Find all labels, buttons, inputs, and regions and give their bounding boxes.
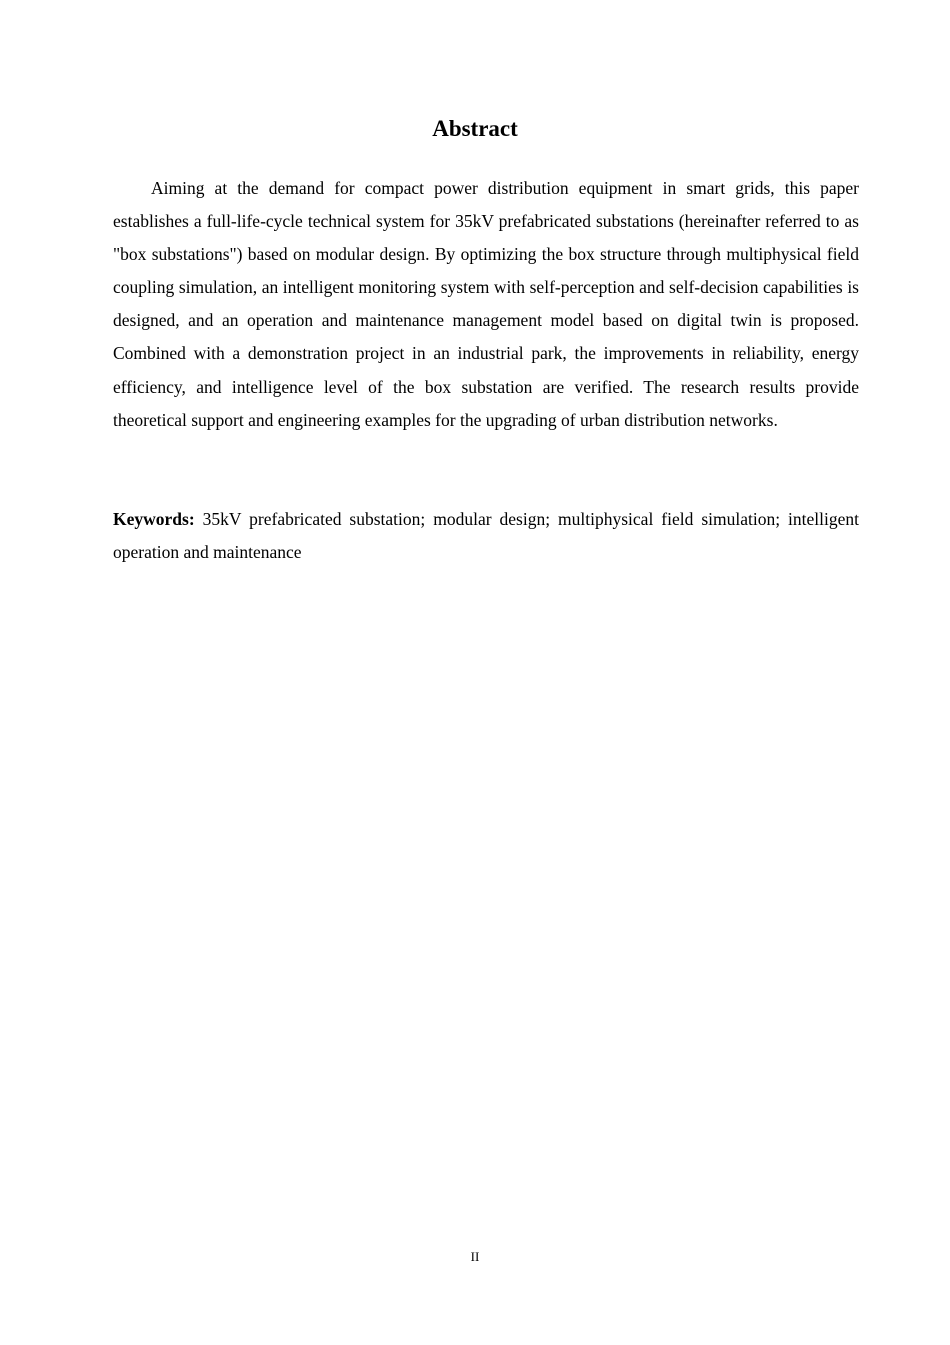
abstract-paragraph: Aiming at the demand for compact power distribution equipment in smart grids, this paper establishes a full-life-cycle technical system for 35kV prefabricated substations (hereinafter referred to as "box substations") based on modular design. By optimizing the box structure through multiphysical field coupling simulation, an intelligent monitoring system with self-perception and self-decision capabilities is designed, and an operation and maintenance management model based on digital twin is proposed. Combined with a demonstration project in an industrial park, the improvements in reliability, energy efficiency, and intelligence level of the box substation are verified. The research results provide theoretical support and engineering examples for the upgrading of urban distribution networks. <box>113 178 859 430</box>
page-number: II <box>470 1249 480 1264</box>
page-title: Abstract <box>432 116 518 141</box>
keywords-label: Keywords: <box>113 509 195 529</box>
keywords-list: 35kV prefabricated substation; modular design; multiphysical field simulation; intelligent operation and maintenance <box>113 509 859 563</box>
keywords-paragraph <box>113 503 859 569</box>
